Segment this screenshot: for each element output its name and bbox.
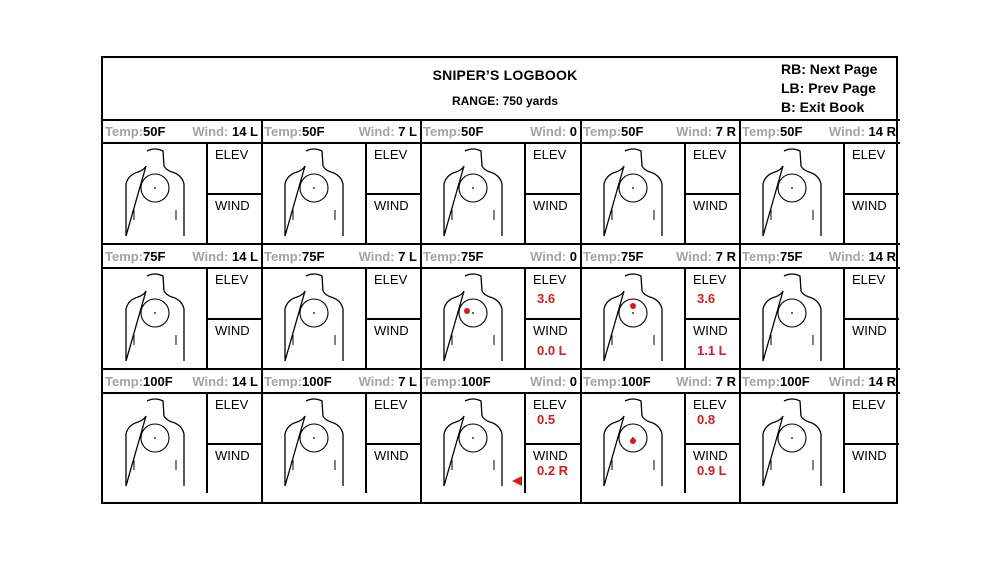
- column-divider: [420, 120, 422, 504]
- temp-readout: [105, 249, 165, 264]
- temp-value: 75F: [621, 249, 644, 264]
- condition-divider: [103, 392, 900, 394]
- elev-label: ELEV: [852, 272, 886, 287]
- condition-divider: [103, 142, 900, 144]
- elev-label: ELEV: [374, 272, 408, 287]
- temp-value: 50F: [143, 124, 166, 139]
- condition-strip: [740, 371, 898, 391]
- temp-label: Temp:: [742, 124, 781, 139]
- target-silhouette-icon: [279, 148, 349, 238]
- wind-label: Wind:: [676, 374, 713, 389]
- condition-strip: [421, 246, 579, 266]
- temp-label: Temp:: [423, 249, 462, 264]
- condition-strip: [581, 246, 738, 266]
- condition-strip: [103, 121, 260, 141]
- range-label: RANGE: 750 yards: [451, 94, 559, 108]
- wind-value: 0: [569, 249, 577, 264]
- temp-readout: [264, 374, 332, 389]
- wind-readout: [829, 124, 896, 139]
- wind-box-label: WIND: [852, 448, 887, 463]
- temp-readout: [583, 124, 643, 139]
- temp-label: Temp:: [742, 374, 781, 389]
- temp-value: 100F: [780, 374, 810, 389]
- condition-strip: [103, 246, 260, 266]
- target-silhouette-icon: [598, 148, 668, 238]
- wind-readout: [192, 249, 258, 264]
- elev-wind-divider: [207, 318, 261, 320]
- wind-box-label: WIND: [215, 448, 250, 463]
- elev-wind-divider: [525, 193, 580, 195]
- wind-value: 0: [569, 374, 577, 389]
- condition-strip: [262, 121, 419, 141]
- wind-label: Wind:: [676, 249, 713, 264]
- temp-value: 75F: [780, 249, 803, 264]
- temp-label: Temp:: [742, 249, 781, 264]
- wind-readout: [676, 374, 736, 389]
- elev-wind-divider: [366, 193, 420, 195]
- wind-label: Wind:: [828, 124, 865, 139]
- condition-strip: [581, 121, 738, 141]
- elev-label: ELEV: [693, 272, 727, 287]
- temp-readout: [105, 374, 173, 389]
- column-divider: [580, 120, 582, 504]
- elev-correction-value: 0.8: [697, 412, 716, 427]
- elev-label: ELEV: [374, 147, 408, 162]
- elev-label: ELEV: [533, 272, 567, 287]
- elev-wind-divider: [207, 443, 261, 445]
- wind-box-label: WIND: [693, 198, 728, 213]
- condition-strip: [262, 371, 419, 391]
- wind-readout: [829, 374, 896, 389]
- target-silhouette-icon: [120, 398, 190, 488]
- elev-correction-value: 0.5: [537, 412, 556, 427]
- wind-label: Wind:: [530, 249, 567, 264]
- elev-label: ELEV: [852, 397, 886, 412]
- temp-value: 50F: [780, 124, 803, 139]
- logbook-page: [101, 56, 898, 504]
- target-silhouette-icon: [120, 148, 190, 238]
- wind-readout: [829, 249, 896, 264]
- temp-readout: [742, 374, 810, 389]
- wind-box-label: WIND: [693, 323, 728, 338]
- wind-readout: [530, 124, 577, 139]
- elev-correction-value: 3.6: [697, 291, 716, 306]
- wind-value: 14 R: [868, 124, 896, 139]
- elev-wind-divider: [525, 318, 580, 320]
- target-silhouette-icon: [438, 398, 508, 488]
- wind-label: Wind:: [358, 374, 395, 389]
- wind-label: Wind:: [676, 124, 713, 139]
- condition-strip: [103, 371, 260, 391]
- wind-value: 7 R: [715, 124, 736, 139]
- temp-readout: [583, 374, 651, 389]
- condition-strip: [740, 246, 898, 266]
- elev-label: ELEV: [533, 147, 567, 162]
- elev-label: ELEV: [852, 147, 886, 162]
- temp-value: 100F: [302, 374, 332, 389]
- temp-readout: [742, 124, 802, 139]
- temp-label: Temp:: [583, 249, 622, 264]
- prev-page-hint: LB: Prev Page: [781, 80, 876, 96]
- elev-label: ELEV: [215, 397, 249, 412]
- elev-wind-divider: [844, 318, 899, 320]
- wind-label: Wind:: [192, 124, 229, 139]
- condition-strip: [421, 371, 579, 391]
- shot-impact-marker: [630, 303, 636, 309]
- elev-correction-value: 3.6: [537, 291, 556, 306]
- condition-divider: [103, 267, 900, 269]
- wind-value: 7 L: [398, 124, 417, 139]
- temp-readout: [583, 249, 643, 264]
- temp-value: 100F: [621, 374, 651, 389]
- condition-strip: [421, 121, 579, 141]
- wind-value: 7 L: [398, 249, 417, 264]
- condition-strip: [740, 121, 898, 141]
- wind-readout: [359, 374, 417, 389]
- elev-wind-divider: [685, 443, 739, 445]
- elev-label: ELEV: [693, 397, 727, 412]
- target-silhouette-icon: [757, 398, 827, 488]
- target-silhouette-icon: [279, 273, 349, 363]
- wind-box-label: WIND: [852, 323, 887, 338]
- controls-help: [781, 60, 877, 117]
- wind-box-label: WIND: [693, 448, 728, 463]
- temp-readout: [423, 249, 483, 264]
- wind-value: 14 L: [231, 374, 258, 389]
- temp-label: Temp:: [583, 374, 622, 389]
- wind-value: 14 R: [868, 374, 896, 389]
- temp-label: Temp:: [583, 124, 622, 139]
- elev-wind-divider: [366, 318, 420, 320]
- wind-box-label: WIND: [374, 198, 409, 213]
- target-silhouette-icon: [438, 148, 508, 238]
- wind-label: Wind:: [828, 374, 865, 389]
- wind-readout: [192, 374, 258, 389]
- wind-box-label: WIND: [215, 323, 250, 338]
- elev-label: ELEV: [215, 272, 249, 287]
- wind-value: 14 L: [231, 124, 258, 139]
- temp-readout: [742, 249, 802, 264]
- exit-book-hint: B: Exit Book: [781, 99, 865, 115]
- temp-label: Temp:: [264, 374, 303, 389]
- elev-wind-divider: [685, 193, 739, 195]
- wind-readout: [359, 124, 417, 139]
- wind-label: Wind:: [192, 374, 229, 389]
- temp-value: 50F: [461, 124, 484, 139]
- temp-label: Temp:: [105, 249, 144, 264]
- wind-readout: [530, 249, 577, 264]
- wind-readout: [676, 249, 736, 264]
- column-divider: [261, 120, 263, 504]
- wind-label: Wind:: [358, 124, 395, 139]
- wind-label: Wind:: [358, 249, 395, 264]
- temp-label: Temp:: [264, 124, 303, 139]
- wind-box-label: WIND: [852, 198, 887, 213]
- temp-value: 100F: [461, 374, 491, 389]
- wind-correction-value: 0.0 L: [537, 343, 567, 358]
- wind-box-label: WIND: [374, 323, 409, 338]
- temp-value: 75F: [302, 249, 325, 264]
- elev-label: ELEV: [215, 147, 249, 162]
- wind-value: 7 R: [715, 249, 736, 264]
- temp-label: Temp:: [105, 374, 144, 389]
- target-silhouette-icon: [598, 398, 668, 488]
- wind-readout: [359, 249, 417, 264]
- target-silhouette-icon: [757, 273, 827, 363]
- selection-cursor-icon[interactable]: [511, 475, 523, 487]
- shot-impact-marker: [464, 308, 470, 314]
- row-divider: [103, 368, 900, 370]
- elev-wind-divider: [685, 318, 739, 320]
- target-silhouette-icon: [120, 273, 190, 363]
- elev-label: ELEV: [374, 397, 408, 412]
- condition-strip: [262, 246, 419, 266]
- elev-label: ELEV: [693, 147, 727, 162]
- elev-wind-divider: [844, 193, 899, 195]
- wind-readout: [676, 124, 736, 139]
- wind-readout: [530, 374, 577, 389]
- wind-box-label: WIND: [215, 198, 250, 213]
- target-silhouette-icon: [279, 398, 349, 488]
- wind-correction-value: 1.1 L: [697, 343, 727, 358]
- wind-value: 14 L: [231, 249, 258, 264]
- logbook-header: [103, 58, 896, 120]
- temp-readout: [264, 249, 324, 264]
- temp-value: 50F: [302, 124, 325, 139]
- temp-readout: [423, 124, 483, 139]
- wind-value: 7 R: [715, 374, 736, 389]
- wind-correction-value: 0.9 L: [697, 463, 727, 478]
- elev-label: ELEV: [533, 397, 567, 412]
- wind-readout: [192, 124, 258, 139]
- wind-correction-value: 0.2 R: [537, 463, 569, 478]
- wind-label: Wind:: [828, 249, 865, 264]
- condition-strip: [581, 371, 738, 391]
- wind-box-label: WIND: [533, 198, 568, 213]
- page-title: SNIPER’S LOGBOOK: [432, 67, 578, 83]
- wind-label: Wind:: [530, 124, 567, 139]
- next-page-hint: RB: Next Page: [781, 61, 878, 77]
- elev-wind-divider: [366, 443, 420, 445]
- temp-label: Temp:: [423, 124, 462, 139]
- target-silhouette-icon: [438, 273, 508, 363]
- wind-box-label: WIND: [533, 448, 568, 463]
- temp-value: 100F: [143, 374, 173, 389]
- temp-readout: [423, 374, 491, 389]
- temp-value: 50F: [621, 124, 644, 139]
- target-silhouette-icon: [757, 148, 827, 238]
- wind-box-label: WIND: [533, 323, 568, 338]
- temp-value: 75F: [143, 249, 166, 264]
- elev-wind-divider: [207, 193, 261, 195]
- temp-value: 75F: [461, 249, 484, 264]
- row-divider: [103, 243, 900, 245]
- wind-value: 0: [569, 124, 577, 139]
- column-divider: [739, 120, 741, 504]
- temp-readout: [105, 124, 165, 139]
- elev-wind-divider: [525, 443, 580, 445]
- temp-label: Temp:: [105, 124, 144, 139]
- temp-label: Temp:: [423, 374, 462, 389]
- wind-value: 14 R: [868, 249, 896, 264]
- wind-value: 7 L: [398, 374, 417, 389]
- target-silhouette-icon: [598, 273, 668, 363]
- wind-label: Wind:: [192, 249, 229, 264]
- temp-label: Temp:: [264, 249, 303, 264]
- temp-readout: [264, 124, 324, 139]
- wind-box-label: WIND: [374, 448, 409, 463]
- wind-label: Wind:: [530, 374, 567, 389]
- shot-impact-marker: [630, 438, 636, 444]
- elev-wind-divider: [844, 443, 899, 445]
